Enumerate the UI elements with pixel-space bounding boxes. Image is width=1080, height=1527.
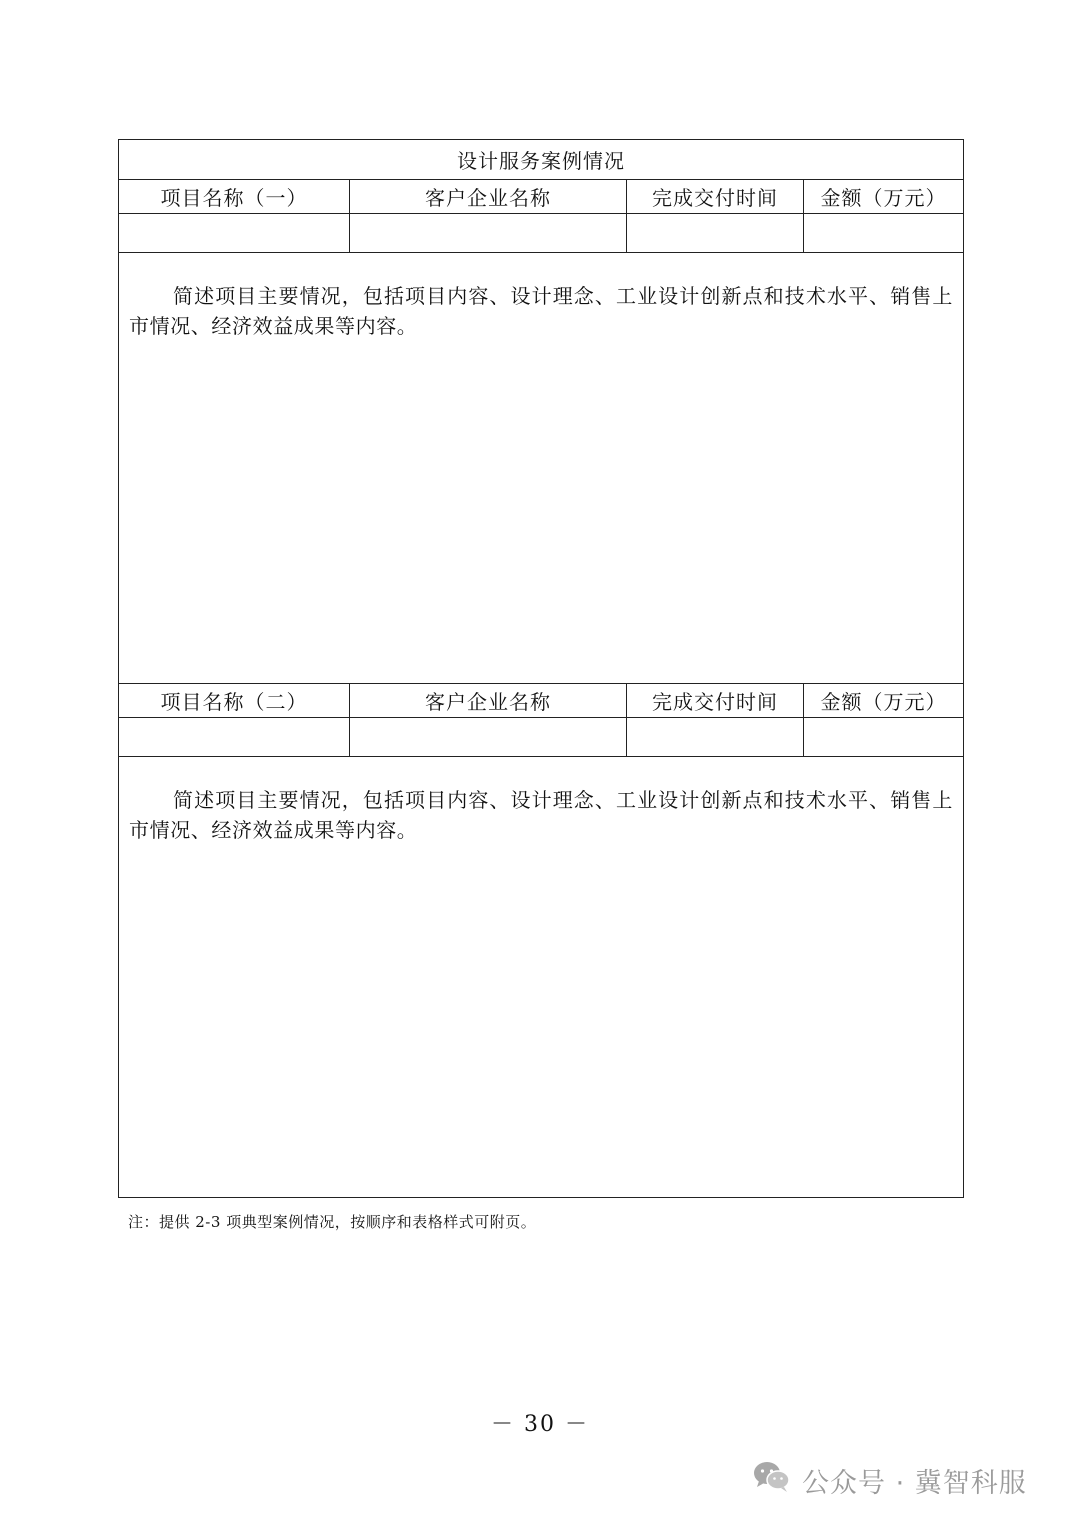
- watermark: [752, 1458, 1027, 1502]
- delivery-time-1-value: [627, 214, 804, 253]
- header-amount: 金额（万元）: [804, 180, 964, 214]
- header-project-name-2: 项目名称（二）: [119, 684, 350, 718]
- project-name-2-value: [119, 718, 350, 757]
- delivery-time-2-value: [627, 718, 804, 757]
- amount-2-value: [804, 718, 964, 757]
- header-project-name-1: 项目名称（一）: [119, 180, 350, 214]
- case-table: [118, 139, 964, 1198]
- project-name-1-value: [119, 214, 350, 253]
- client-name-2-value: [350, 718, 627, 757]
- project-description-2: [119, 757, 964, 1198]
- wechat-icon: [752, 1460, 802, 1501]
- table-title: 设计服务案例情况: [119, 140, 964, 180]
- amount-1-value: [804, 214, 964, 253]
- header-client-name-2: 客户企业名称: [350, 684, 627, 718]
- description-text-1: 简述项目主要情况，包括项目内容、设计理念、工业设计创新点和技术水平、销售上市情况、经济效益成果等内容。: [129, 284, 953, 338]
- page-number: － 30 －: [491, 1412, 589, 1437]
- header-delivery-time: 完成交付时间: [627, 180, 804, 214]
- project-description-1: [119, 253, 964, 684]
- client-name-1-value: [350, 214, 627, 253]
- table-note: 注：提供 2-3 项典型案例情况，按顺序和表格样式可附页。: [128, 1213, 537, 1231]
- header-amount-2: 金额（万元）: [804, 684, 964, 718]
- header-delivery-time-2: 完成交付时间: [627, 684, 804, 718]
- header-client-name: 客户企业名称: [350, 180, 627, 214]
- description-text-2: 简述项目主要情况，包括项目内容、设计理念、工业设计创新点和技术水平、销售上市情况、经济效益成果等内容。: [129, 788, 953, 842]
- watermark-text: 公众号 · 冀智科服: [802, 1467, 1027, 1499]
